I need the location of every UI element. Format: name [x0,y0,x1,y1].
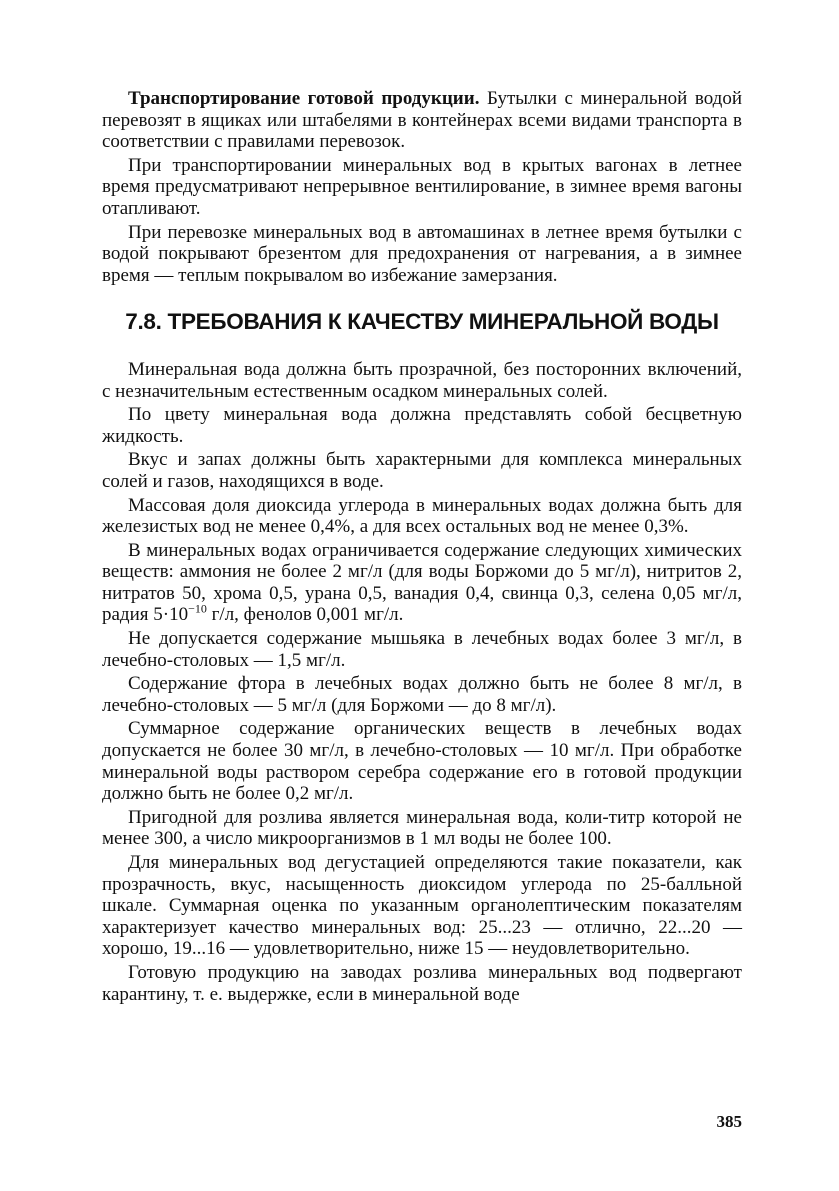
section-heading: 7.8. ТРЕБОВАНИЯ К КАЧЕСТВУ МИНЕРАЛЬНОЙ ВОДЫ [125,309,719,335]
paragraph-microbiology: Пригодной для розлива является минеральная вода, коли-титр которой не менее 300, а число микроорганизмов в 1 мл воды не более 100. [102,806,742,850]
exponent: −10 [188,602,207,617]
page-number: 385 [716,1112,742,1131]
paragraph-co2: Массовая доля диоксида углерода в минеральных водах должна быть для железистых вод не менее 0,4%, а для всех остальных вод не менее 0,3%. [102,494,742,538]
chemicals-text-end: г/л, фенолов 0,001 мг/л. [206,604,404,626]
paragraph-text: Бутылки с минеральной водой перевозят в ящиках или штабелями в контейнерах всеми видами транспорта в соответствии с правилами перевозок. [102,88,742,153]
paragraph-quarantine: Готовую продукцию на заводах розлива минеральных вод подвергают карантину, т. е. выдержке, если в минеральной воде [102,961,742,1005]
paragraph-rail-transport: При транспортировании минеральных вод в крытых вагонах в летнее время предусматривают непрерывное вентилирование, в зимнее время вагоны отапливают. [102,154,742,219]
paragraph-lead: Транспортирование готовой продукции. [128,88,480,109]
paragraph-fluorine: Содержание фтора в лечебных водах должно быть не более 8 мг/л, в лечебно-столовых — 5 мг/л (для Боржоми — до 8 мг/л). [102,673,742,716]
paragraph-tasting: Для минеральных вод дегустацией определяются такие показатели, как прозрачность, вкус, насыщенность диоксидом углерода по 25-балльной шкале. Суммарная оценка по указанным органолептическим показателям характеризует качество минеральных вод: 25...23 — отлично, 22...20 — хорошо, 19...16 — удовлетворительно, ниже 15 — неудовлетворительно. [102,852,742,960]
paragraph-arsenic: Не допускается содержание мышьяка в лечебных водах более 3 мг/л, в лечебно-столовых — 1,5 мг/л. [102,628,742,671]
paragraph-transport [102,88,742,153]
paragraph-chemicals [102,540,742,626]
paragraph-truck-transport: При перевозке минеральных вод в автомашинах в летнее время бутылки с водой покрывают брезентом для предохранения от нагревания, а в зимнее время — теплым покрывалом во избежание замерзания. [102,221,742,286]
paragraph-clarity: Минеральная вода должна быть прозрачной, без посторонних включений, с незначительным естественным осадком минеральных солей. [102,358,742,402]
paragraph-color: По цвету минеральная вода должна представлять собой бесцветную жидкость. [102,404,742,447]
paragraph-taste: Вкус и запах должны быть характерными для комплекса минеральных солей и газов, находящихся в воде. [102,449,742,492]
chemicals-text: В минеральных водах ограничивается содержание следующих химических веществ: аммония не более 2 мг/л (для воды Боржоми до 5 мг/л), нитритов 2, нитратов 50, хрома 0,5, урана 0,5, ванадия 0,4, свинца 0,3, селена 0,05 мг/л, радия 5·10 [102,539,742,626]
paragraph-organics: Суммарное содержание органических веществ в лечебных водах допускается не более 30 мг/л, в лечебно-столовых — 10 мг/л. При обработке минеральной воды раствором серебра содержание его в готовой продукции должно быть не более 0,2 мг/л. [102,718,742,805]
page-body [102,88,742,1007]
